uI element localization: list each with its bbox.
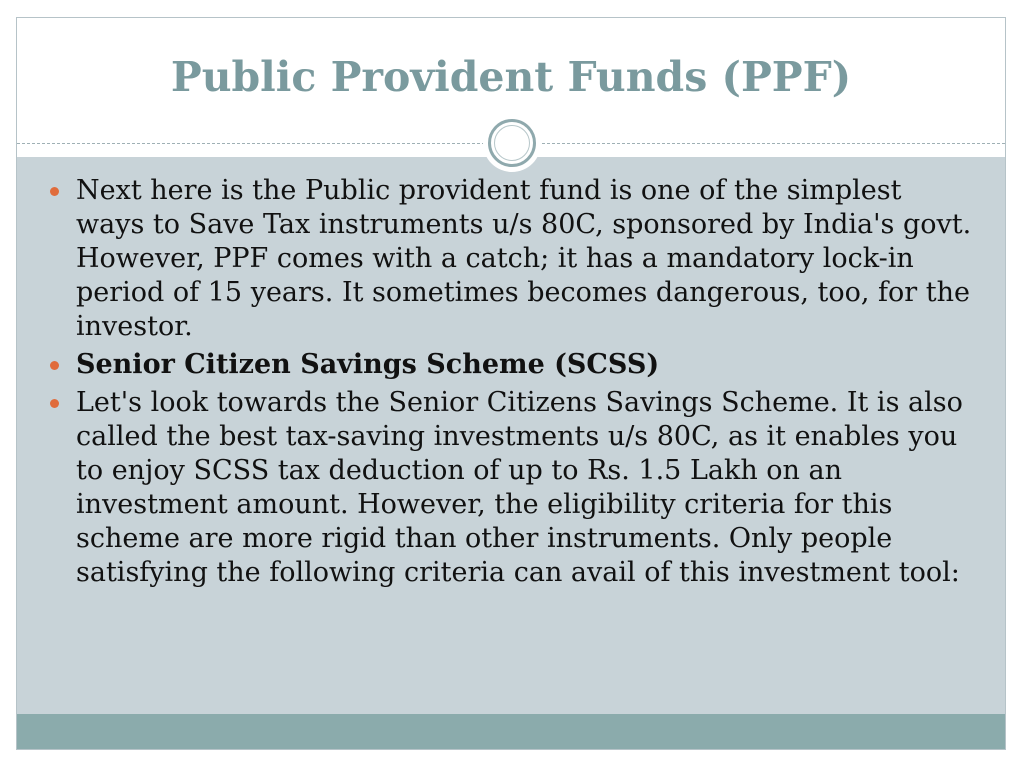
- circle-ornament-icon: [483, 114, 541, 172]
- bullet-text: Next here is the Public provident fund is one of the simplest ways to Save Tax instruments u/s 80C, sponsored by India's govt. However, PPF comes with a catch; it has a mandatory lock-in period of 15 years. It sometimes becomes dangerous, too, for the investor.: [76, 175, 972, 342]
- circle-ring: [488, 119, 536, 167]
- bullet-item: [48, 348, 973, 382]
- bullet-dot-icon: [50, 187, 59, 196]
- bullet-list: [48, 174, 973, 594]
- bottom-bar: [17, 714, 1005, 749]
- circle-inner: [494, 125, 530, 161]
- slide: [16, 17, 1006, 750]
- bullet-item: [48, 386, 973, 590]
- bullet-dot-icon: [50, 399, 59, 408]
- bullet-text: Let's look towards the Senior Citizens Savings Scheme. It is also called the best tax-saving investments u/s 80C, as it enables you to enjoy SCSS tax deduction of up to Rs. 1.5 Lakh on an investment amount. However, the eligibility criteria for this scheme are more rigid than other instruments. Only people satisfying the following criteria can avail of this investment tool:: [76, 387, 963, 588]
- bullet-dot-icon: [50, 361, 59, 370]
- bullet-item: [48, 174, 973, 344]
- bullet-heading: Senior Citizen Savings Scheme (SCSS): [76, 349, 660, 380]
- slide-title: Public Provident Funds (PPF): [170, 53, 852, 101]
